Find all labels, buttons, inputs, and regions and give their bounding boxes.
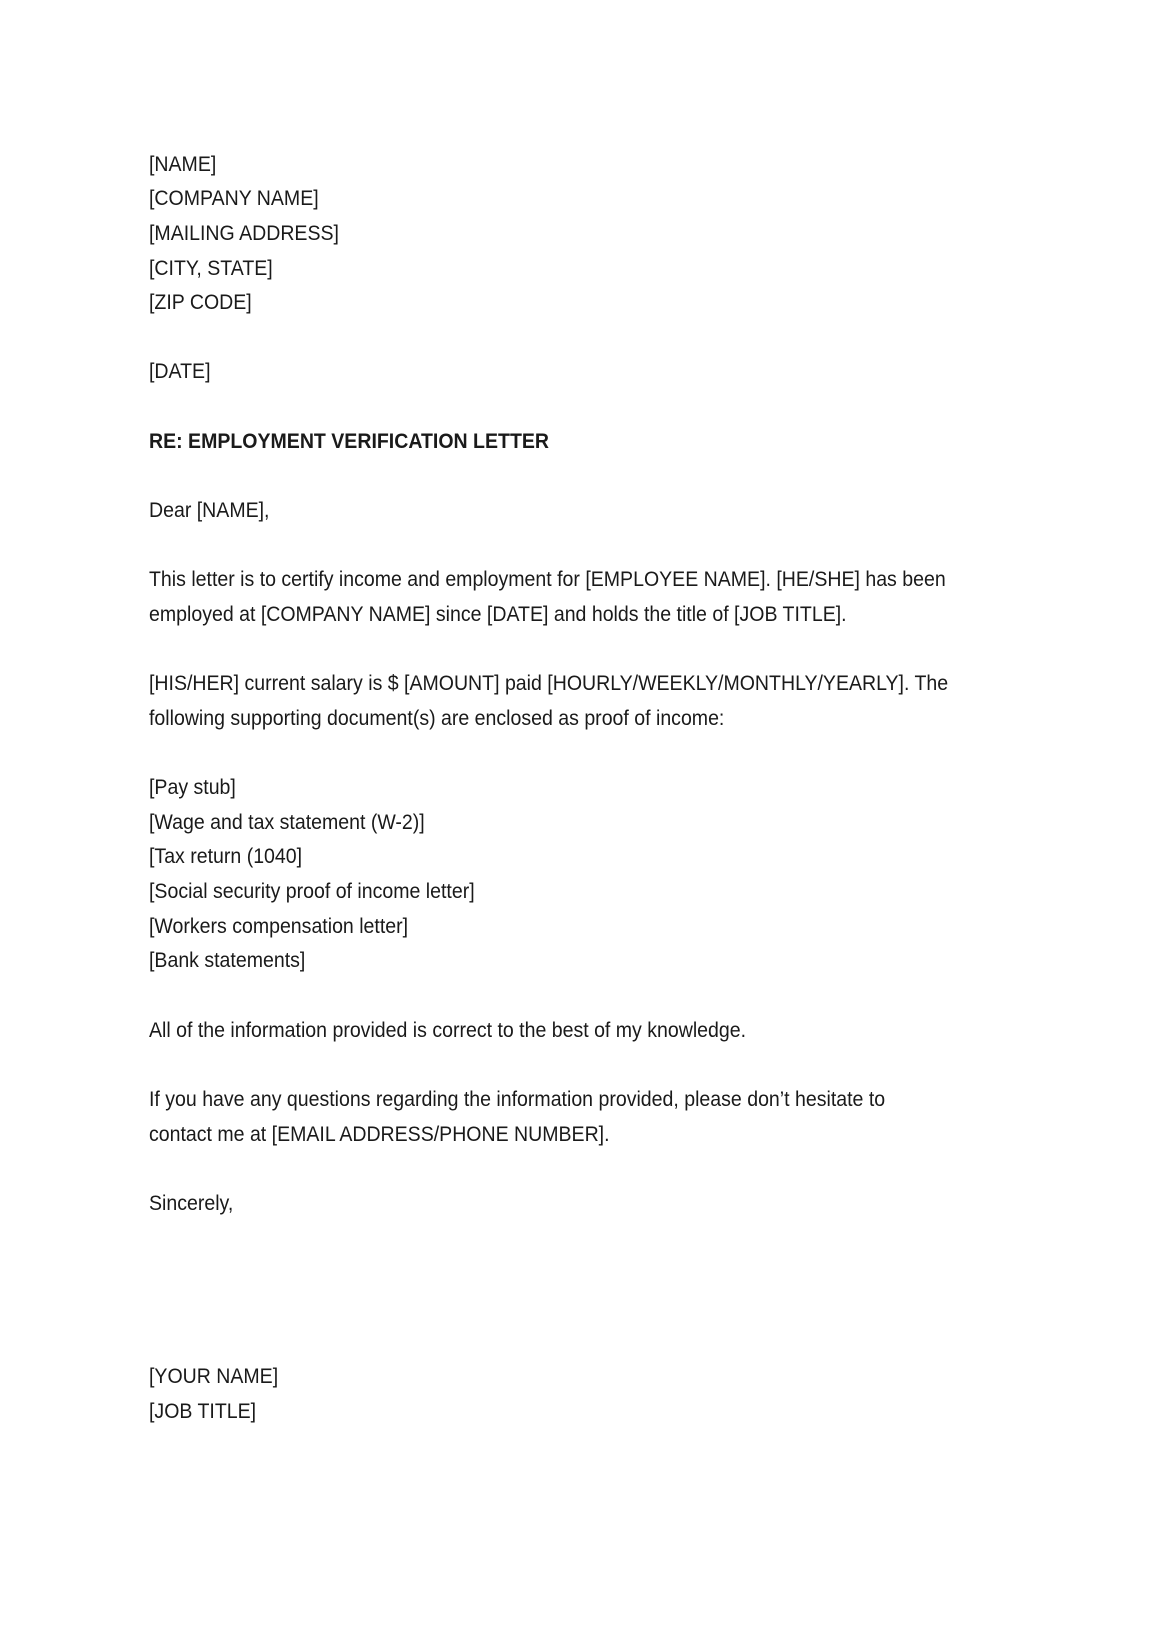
signature-name: [YOUR NAME] — [149, 1365, 279, 1388]
letter-date: [DATE] — [149, 360, 211, 383]
document-item: [Social security proof of income letter] — [149, 880, 475, 903]
paragraph-4-line-2: contact me at [EMAIL ADDRESS/PHONE NUMBER]. — [149, 1123, 610, 1146]
paragraph-4-line-1: If you have any questions regarding the information provided, please don’t hesitate to — [149, 1088, 886, 1111]
closing: Sincerely, — [149, 1192, 234, 1215]
paragraph-2-line-2: following supporting document(s) are enclosed as proof of income: — [149, 707, 725, 730]
document-item: [Workers compensation letter] — [149, 915, 409, 938]
sender-company: [COMPANY NAME] — [149, 187, 319, 210]
paragraph-1-line-1: This letter is to certify income and employment for [EMPLOYEE NAME]. [HE/SHE] has been — [149, 568, 946, 591]
subject-line: RE: EMPLOYMENT VERIFICATION LETTER — [149, 430, 550, 453]
salutation: Dear [NAME], — [149, 499, 270, 522]
sender-name: [NAME] — [149, 153, 217, 176]
paragraph-1-line-2: employed at [COMPANY NAME] since [DATE] and holds the title of [JOB TITLE]. — [149, 603, 847, 626]
sender-zip: [ZIP CODE] — [149, 291, 252, 314]
document-item: [Pay stub] — [149, 776, 236, 799]
document-item: [Tax return (1040] — [149, 845, 303, 868]
document-item: [Bank statements] — [149, 949, 306, 972]
paragraph-2-line-1: [HIS/HER] current salary is $ [AMOUNT] paid [HOURLY/WEEKLY/MONTHLY/YEARLY]. The — [149, 672, 949, 695]
sender-address: [MAILING ADDRESS] — [149, 222, 339, 245]
sender-city-state: [CITY, STATE] — [149, 257, 273, 280]
signature-title: [JOB TITLE] — [149, 1400, 257, 1423]
document-item: [Wage and tax statement (W-2)] — [149, 811, 425, 834]
paragraph-3: All of the information provided is correct to the best of my knowledge. — [149, 1019, 747, 1042]
